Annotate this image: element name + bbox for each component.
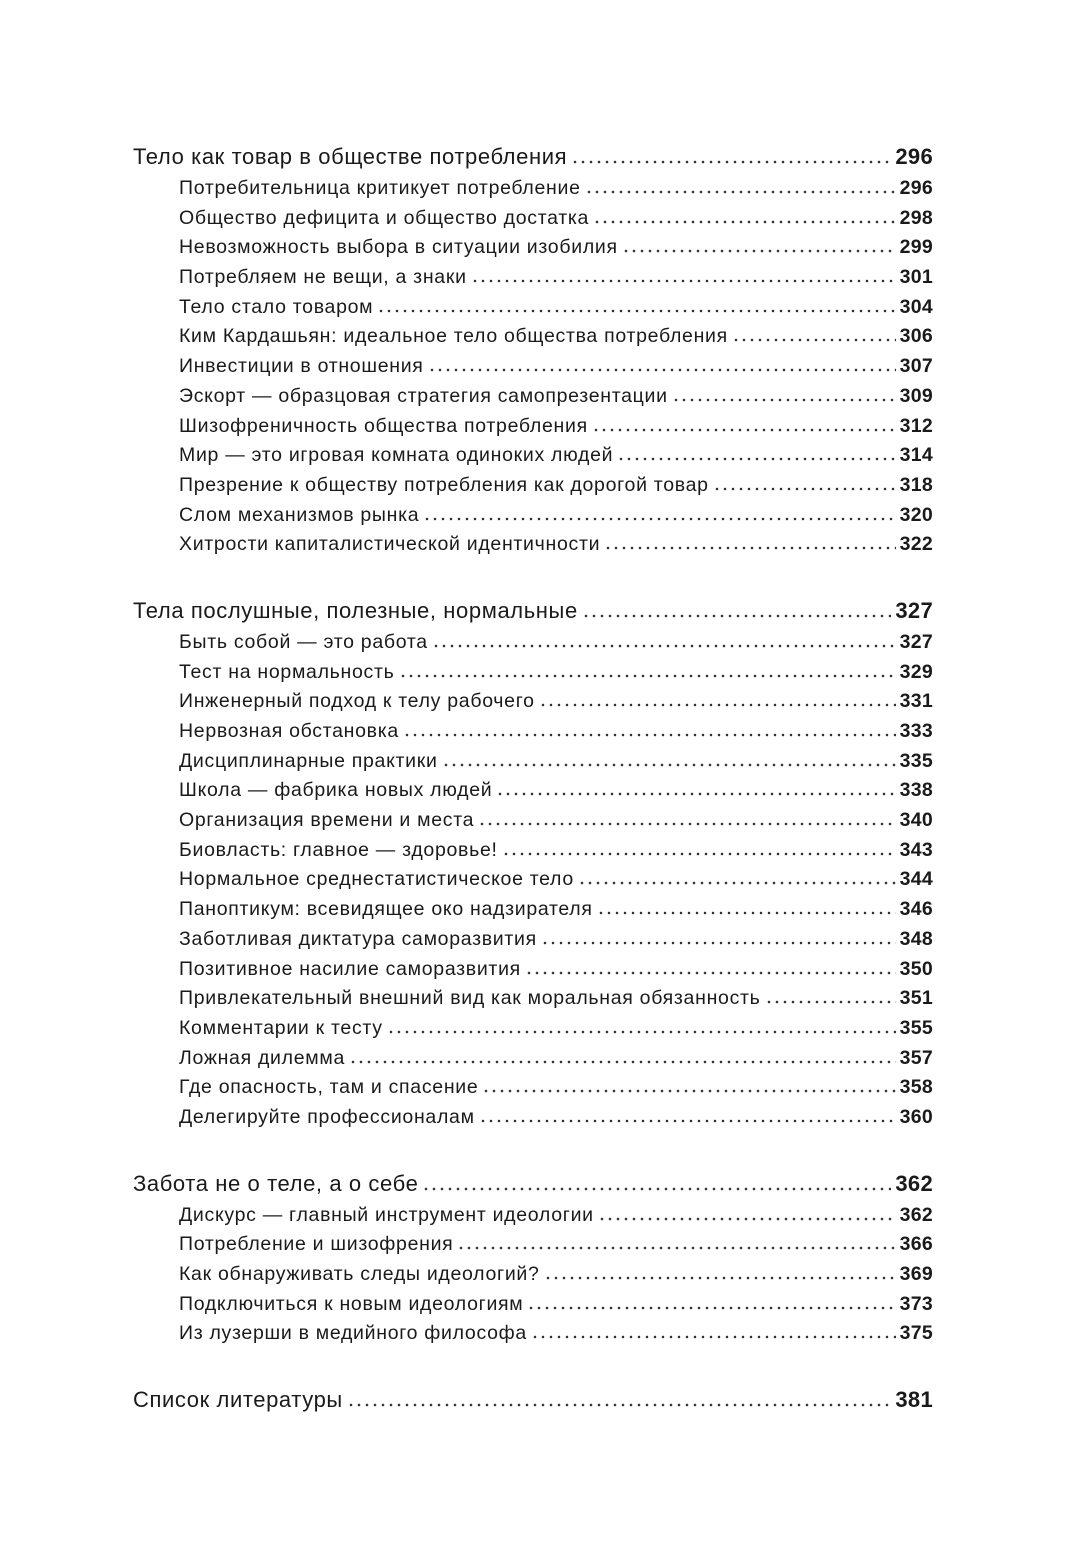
toc-page-number: 350 (899, 957, 933, 980)
dot-leader (672, 398, 896, 402)
toc-subsection[interactable] (133, 747, 933, 777)
toc-subsection[interactable] (133, 471, 933, 501)
toc-subsection[interactable] (133, 895, 933, 925)
toc-entry-title: Презрение к обществу потребления как дорогой товар (179, 473, 709, 496)
dot-leader (765, 1000, 896, 1004)
toc-entry-title: Шизофреничность общества потребления (179, 414, 588, 437)
toc-entry-title: Эскорт — образцовая стратегия самопрезентации (179, 384, 668, 407)
toc-page-number: 304 (899, 295, 933, 318)
toc-entry-title: Инженерный подход к телу рабочего (179, 690, 535, 713)
toc-entry-title: Хитрости капиталистической идентичности (179, 533, 601, 556)
toc-entry-title: Ложная дилемма (179, 1046, 346, 1069)
dot-leader (442, 763, 896, 767)
dot-leader (527, 1306, 895, 1310)
toc-page-number: 366 (899, 1233, 933, 1256)
toc-page-number: 340 (899, 809, 933, 832)
toc-page-number: 333 (899, 720, 933, 742)
dot-leader (471, 279, 896, 283)
toc-subsection[interactable] (133, 412, 933, 442)
toc-entry-title: Подключиться к новым идеологиям (179, 1292, 524, 1315)
toc-page-number: 320 (899, 503, 933, 526)
toc-subsection[interactable] (133, 1044, 933, 1074)
toc-subsection[interactable] (133, 1230, 933, 1260)
toc-subsection[interactable] (133, 501, 933, 531)
toc-page-number: 322 (899, 533, 933, 556)
dot-leader (423, 517, 895, 521)
dot-leader (349, 1060, 896, 1064)
toc-page-number: 338 (899, 779, 933, 802)
toc-entry-title: Потребляем не вещи, а знаки (179, 266, 467, 289)
dot-leader (422, 1187, 891, 1191)
toc-subsection[interactable] (133, 263, 933, 293)
toc-subsection[interactable] (133, 1290, 933, 1320)
toc-page-number: 312 (899, 414, 933, 437)
toc-subsection[interactable] (133, 204, 933, 234)
dot-leader (582, 614, 892, 618)
toc-section (133, 594, 933, 1133)
toc-entry-title: Нервозная обстановка (179, 720, 399, 742)
toc-subsection[interactable] (133, 806, 933, 836)
toc-page-number: 301 (899, 266, 933, 289)
dot-leader (622, 249, 896, 253)
toc-entry-title: Тело стало товаром (179, 295, 374, 318)
dot-leader (432, 644, 896, 648)
toc-subsection[interactable] (133, 865, 933, 895)
toc-entry-title: Заботливая диктатура саморазвития (179, 927, 537, 950)
toc-entry-title: Где опасность, там и спасение (179, 1076, 479, 1099)
dot-leader (482, 1089, 895, 1093)
toc-subsection[interactable] (133, 1014, 933, 1044)
toc-entry-title: Потребительница критикует потребление (179, 177, 581, 199)
dot-leader (399, 674, 896, 678)
toc-page-number: 351 (899, 987, 933, 1010)
toc-section (133, 140, 933, 560)
toc-entry-title: Тела послушные, полезные, нормальные (133, 597, 578, 623)
toc-page-number: 327 (895, 597, 933, 623)
toc-entry-title: Потребление и шизофрения (179, 1233, 454, 1256)
toc-subsection[interactable] (133, 1103, 933, 1133)
dot-leader (541, 941, 896, 945)
toc-subsection[interactable] (133, 1201, 933, 1231)
toc-page-number: 296 (899, 177, 933, 199)
dot-leader (347, 1403, 892, 1407)
dot-leader (713, 487, 896, 491)
dot-leader (585, 190, 896, 194)
toc-entry-title: Из лузерши в медийного философа (179, 1322, 527, 1345)
toc-chapter[interactable] (133, 1167, 933, 1201)
toc-page-number: 331 (899, 690, 933, 713)
toc-subsection[interactable] (133, 925, 933, 955)
toc-page-number: 373 (899, 1292, 933, 1315)
toc-entry-title: Слом механизмов рынка (179, 503, 420, 526)
toc-entry-title: Ким Кардашьян: идеальное тело общества потребления (179, 325, 728, 348)
toc-entry-title: Дискурс — главный инструмент идеологии (179, 1203, 594, 1226)
toc-entry-title: Привлекательный внешний вид как моральная обязанность (179, 987, 761, 1010)
table-of-contents (133, 140, 933, 1451)
toc-page-number: 375 (899, 1322, 933, 1345)
toc-entry-title: Общество дефицита и общество достатка (179, 206, 590, 229)
toc-subsection[interactable] (133, 687, 933, 717)
toc-subsection[interactable] (133, 233, 933, 263)
toc-entry-title: Дисциплинарные практики (179, 749, 438, 772)
dot-leader (598, 1217, 896, 1221)
toc-subsection[interactable] (133, 441, 933, 471)
toc-page-number: 360 (899, 1105, 933, 1128)
toc-page-number: 346 (899, 898, 933, 921)
toc-page-number: 357 (899, 1046, 933, 1069)
toc-page-number: 369 (899, 1263, 933, 1285)
toc-subsection[interactable] (133, 836, 933, 866)
dot-leader (531, 1335, 896, 1339)
toc-entry-title: Тест на нормальность (179, 660, 395, 683)
toc-page-number: 306 (899, 325, 933, 348)
toc-page-number: 335 (899, 749, 933, 772)
toc-entry-title: Нормальное среднестатистическое тело (179, 868, 574, 891)
toc-subsection[interactable] (133, 530, 933, 560)
toc-subsection[interactable] (133, 174, 933, 204)
dot-leader (428, 368, 896, 372)
toc-entry-title: Биовласть: главное — здоровье! (179, 838, 498, 861)
toc-page-number: 327 (899, 630, 933, 653)
toc-page-number: 318 (899, 473, 933, 496)
toc-subsection[interactable] (133, 658, 933, 688)
dot-leader (525, 971, 896, 975)
toc-entry-title: Забота не о теле, а о себе (133, 1170, 419, 1196)
dot-leader (387, 1030, 896, 1034)
dot-leader (479, 1119, 896, 1123)
toc-entry-title: Список литературы (133, 1387, 343, 1413)
toc-page-number: 381 (895, 1387, 933, 1413)
toc-page-number: 344 (899, 868, 933, 891)
toc-page-number: 307 (899, 355, 933, 378)
toc-entry-title: Делегируйте профессионалам (179, 1105, 475, 1128)
dot-leader (496, 792, 895, 796)
dot-leader (578, 881, 896, 885)
toc-subsection[interactable] (133, 1260, 933, 1290)
toc-entry-title: Как обнаруживать следы идеологий? (179, 1263, 540, 1285)
toc-page-number: 362 (895, 1170, 933, 1196)
toc-page-number: 358 (899, 1076, 933, 1099)
toc-section (133, 1167, 933, 1349)
toc-page-number: 296 (895, 144, 933, 169)
toc-page-number: 355 (899, 1016, 933, 1039)
toc-page-number: 298 (899, 206, 933, 229)
toc-subsection[interactable] (133, 776, 933, 806)
dot-leader (478, 822, 895, 826)
toc-subsection[interactable] (133, 382, 933, 412)
toc-subsection[interactable] (133, 322, 933, 352)
toc-entry-title: Инвестиции в отношения (179, 355, 424, 378)
toc-subsection[interactable] (133, 955, 933, 985)
toc-entry-title: Позитивное насилие саморазвития (179, 957, 521, 980)
dot-leader (592, 428, 896, 432)
toc-entry-title: Организация времени и места (179, 809, 475, 832)
dot-leader (403, 733, 896, 737)
toc-subsection[interactable] (133, 352, 933, 382)
dot-leader (457, 1246, 895, 1250)
dot-leader (604, 546, 895, 550)
toc-page-number: 343 (899, 838, 933, 861)
toc-entry-title: Паноптикум: всевидящее око надзирателя (179, 898, 593, 921)
dot-leader (597, 911, 896, 915)
toc-page-number: 348 (899, 927, 933, 950)
toc-bibliography[interactable] (133, 1383, 933, 1417)
dot-leader (539, 703, 896, 707)
dot-leader (544, 1276, 896, 1280)
toc-entry-title: Быть собой — это работа (179, 630, 428, 653)
toc-page-number: 309 (899, 384, 933, 407)
dot-leader (571, 160, 891, 164)
dot-leader (502, 852, 896, 856)
toc-entry-title: Школа — фабрика новых людей (179, 779, 493, 802)
toc-entry-title: Мир — это игровая комната одиноких людей (179, 444, 614, 467)
dot-leader (593, 220, 895, 224)
toc-page-number: 299 (899, 236, 933, 259)
toc-chapter[interactable] (133, 140, 933, 174)
toc-bibliography-section (133, 1383, 933, 1417)
toc-subsection[interactable] (133, 984, 933, 1014)
toc-chapter[interactable] (133, 594, 933, 628)
dot-leader (377, 309, 895, 313)
toc-subsection[interactable] (133, 628, 933, 658)
toc-subsection[interactable] (133, 1073, 933, 1103)
toc-page-number: 329 (899, 660, 933, 683)
toc-page-number: 314 (899, 444, 933, 467)
toc-subsection[interactable] (133, 717, 933, 747)
toc-page-number: 362 (899, 1203, 933, 1226)
toc-entry-title: Невозможность выбора в ситуации изобилия (179, 236, 618, 259)
dot-leader (617, 457, 895, 461)
toc-subsection[interactable] (133, 1319, 933, 1349)
dot-leader (732, 338, 896, 342)
toc-subsection[interactable] (133, 293, 933, 323)
toc-entry-title: Комментарии к тесту (179, 1016, 383, 1039)
toc-entry-title: Тело как товар в обществе потребления (133, 144, 568, 169)
